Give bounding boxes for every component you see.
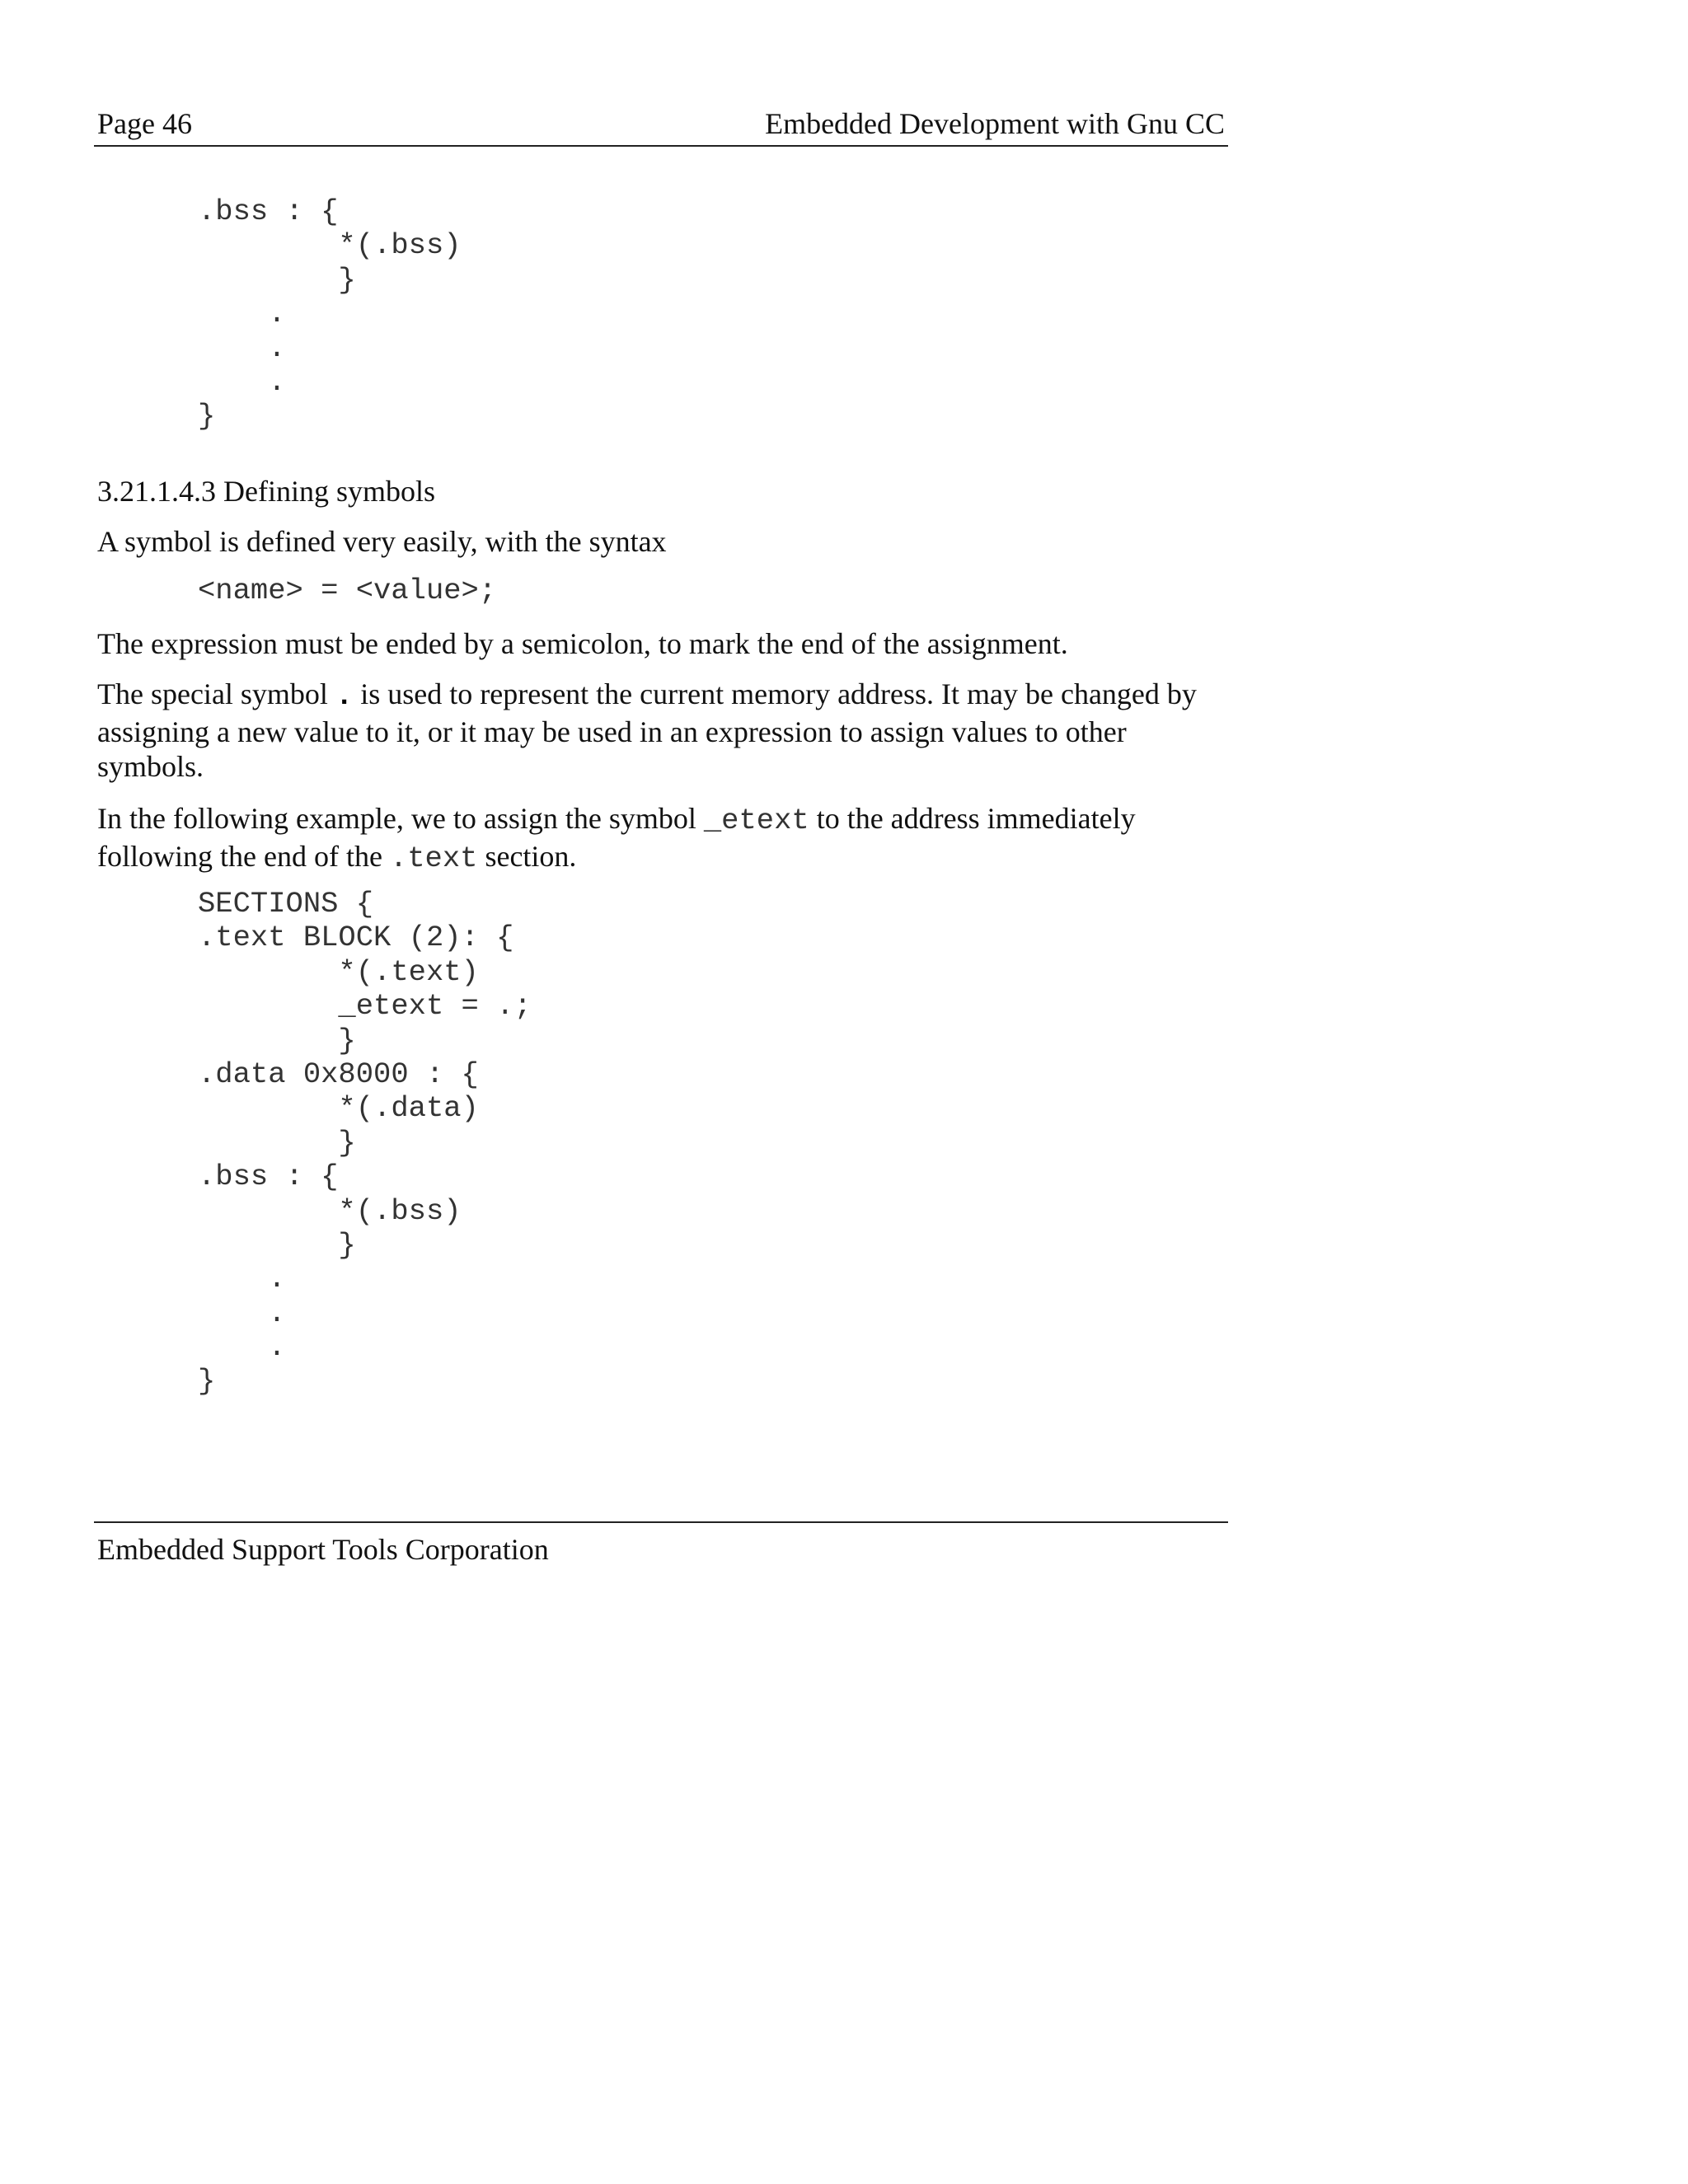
paragraph-text: In the following example, we to assign the symbol: [97, 802, 704, 835]
code-line: .bss : {: [198, 1160, 339, 1194]
code-line: }: [198, 262, 356, 297]
page-header: [94, 102, 1228, 147]
code-line: }: [198, 1023, 356, 1057]
code-line: }: [198, 1227, 356, 1262]
code-syntax-example: [198, 574, 496, 607]
page-number: Page 46: [97, 107, 192, 140]
paragraph-text: The special symbol: [97, 677, 335, 710]
paragraph-text: section.: [477, 839, 577, 873]
code-line: <name> = <value>;: [198, 574, 497, 607]
page-footer: [94, 1521, 1228, 1571]
paragraph-syntax-intro: A symbol is defined very easily, with the syntax: [97, 525, 667, 558]
paragraph-semicolon: The expression must be ended by a semicolon, to mark the end of the assignment.: [97, 627, 1068, 660]
code-line: .: [198, 297, 286, 331]
paragraph-special-symbol: [97, 677, 1228, 785]
code-line: .data 0x8000 : {: [198, 1057, 479, 1091]
code-line: }: [198, 399, 216, 434]
paragraph-text: is used to represent the current memory address. It may be changed by assigning a new value to it, or it may be used in an expression to assign values to other symbols.: [97, 677, 1197, 783]
code-line: .bss : {: [198, 194, 339, 228]
book-title: Embedded Development with Gnu CC: [765, 107, 1225, 140]
text-section-name: .text: [389, 841, 478, 875]
code-block-sections: [198, 887, 532, 1399]
code-block-bss: [198, 194, 462, 434]
code-line: .: [198, 1296, 286, 1330]
section-heading: 3.21.1.4.3 Defining symbols: [97, 475, 435, 508]
etext-symbol: _etext: [703, 804, 809, 837]
code-line: *(.bss): [198, 1193, 462, 1228]
company-name: Embedded Support Tools Corporation: [97, 1533, 549, 1566]
paragraph-text: to the address immediately following the end of the: [97, 802, 1136, 873]
code-line: *(.data): [198, 1091, 479, 1126]
paragraph-example-intro: [97, 801, 1228, 876]
code-line: _etext = .;: [198, 989, 532, 1024]
dot-symbol: .: [335, 679, 354, 713]
code-line: .text BLOCK (2): {: [198, 921, 514, 955]
code-line: .: [198, 1262, 286, 1296]
code-line: }: [198, 1364, 216, 1399]
code-line: .: [198, 364, 286, 399]
code-line: }: [198, 1125, 356, 1160]
code-line: .: [198, 330, 286, 365]
code-line: SECTIONS {: [198, 887, 374, 921]
code-line: .: [198, 1330, 286, 1365]
code-line: *(.text): [198, 954, 479, 989]
code-line: *(.bss): [198, 228, 462, 263]
